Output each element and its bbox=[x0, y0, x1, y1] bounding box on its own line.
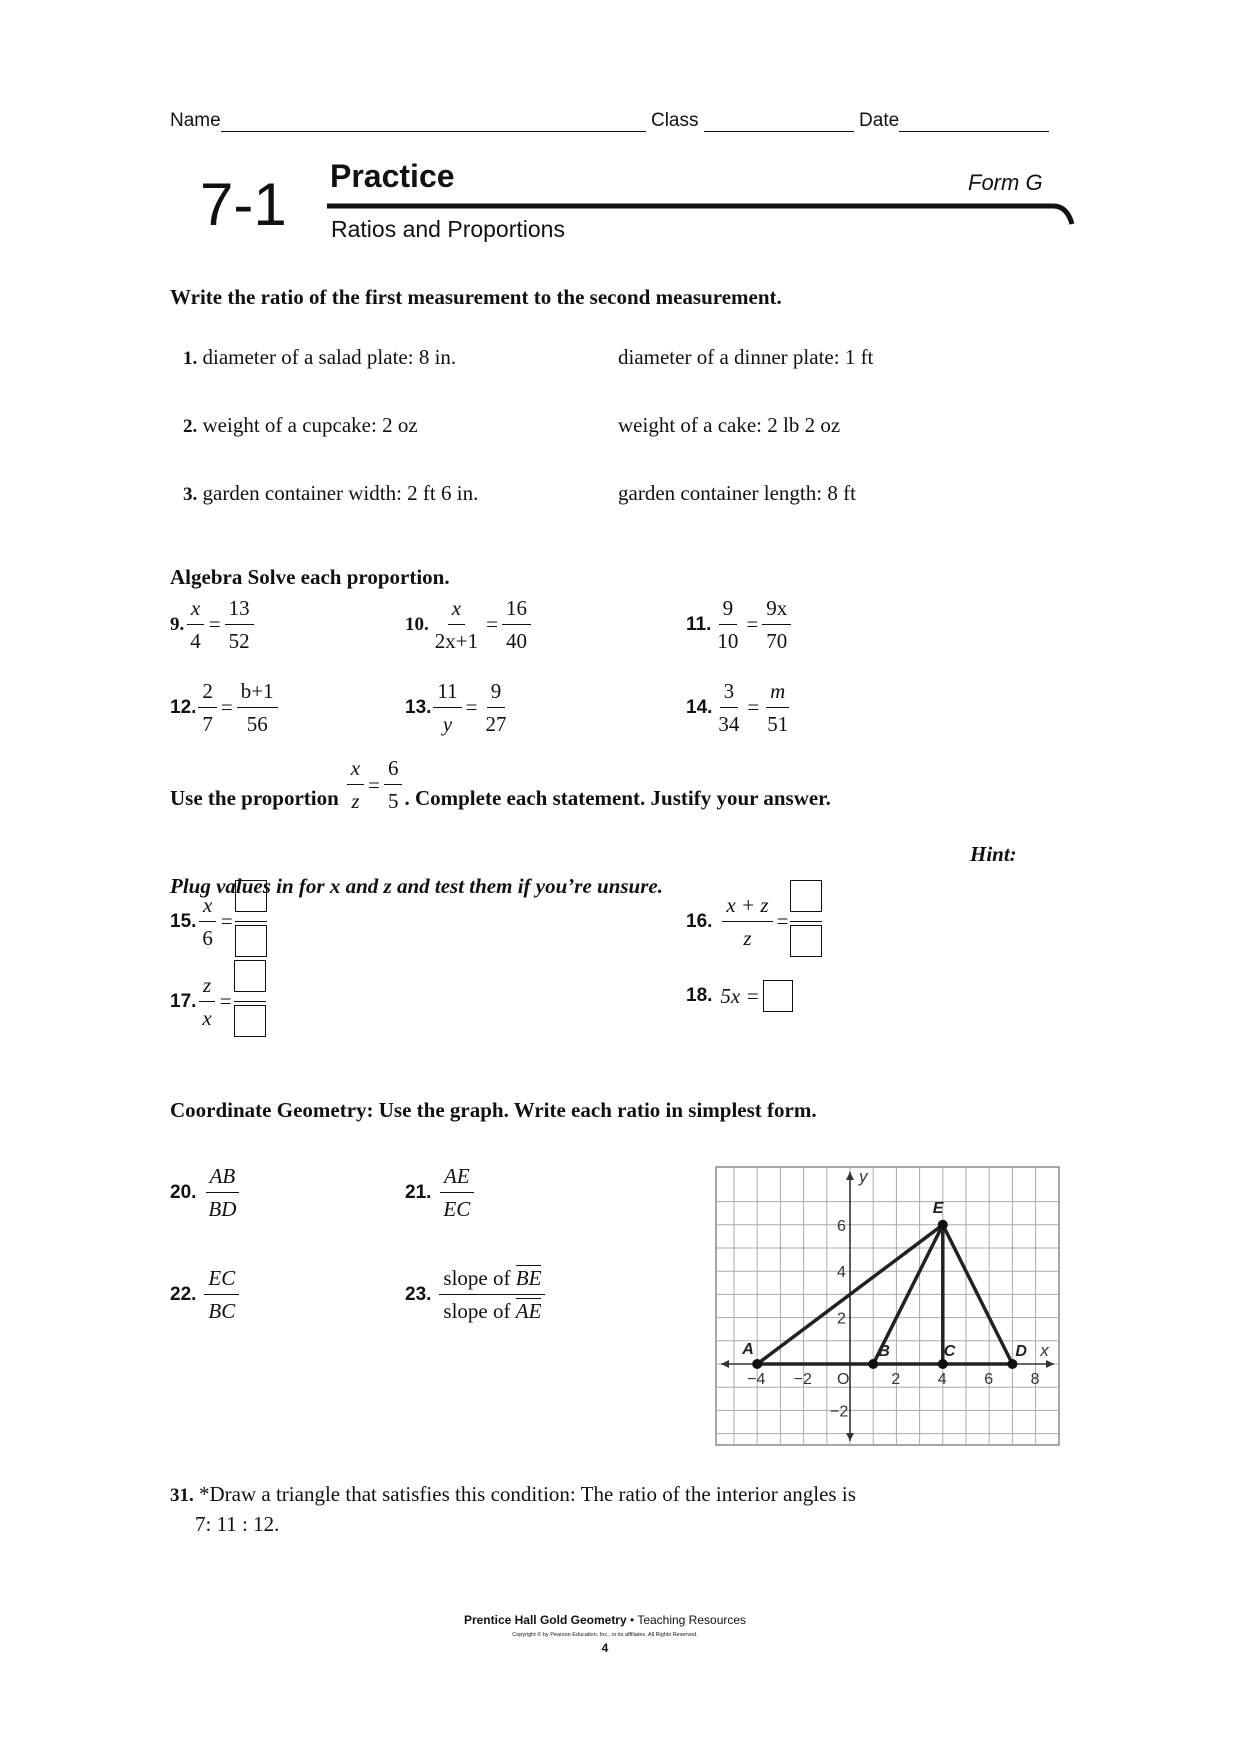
page-title: Practice bbox=[330, 158, 455, 194]
item-12 bbox=[170, 675, 280, 740]
point-label-c: C bbox=[943, 1343, 956, 1360]
item-2 bbox=[183, 413, 418, 438]
answer-box[interactable] bbox=[763, 980, 793, 1012]
equals-sign: = bbox=[465, 695, 478, 719]
numerator: x bbox=[187, 592, 204, 625]
class-label: Class bbox=[650, 110, 699, 131]
denominator: z bbox=[743, 926, 752, 950]
numerator: 9 bbox=[487, 675, 506, 708]
equals-sign: = bbox=[220, 695, 233, 719]
numerator: x bbox=[347, 752, 364, 785]
y-tick-label: 2 bbox=[837, 1310, 846, 1328]
denominator: x bbox=[202, 1006, 212, 1030]
denominator: 4 bbox=[190, 629, 201, 653]
numerator: b+1 bbox=[237, 675, 278, 708]
item-number: 1. bbox=[183, 348, 198, 369]
item-number: 14. bbox=[686, 696, 713, 718]
answer-denominator-box[interactable] bbox=[234, 1005, 266, 1037]
lesson-number: 7-1 bbox=[200, 171, 287, 238]
numerator: EC bbox=[204, 1262, 239, 1295]
y-tick-label: 4 bbox=[837, 1264, 846, 1282]
item-22 bbox=[170, 1262, 241, 1327]
date-label: Date bbox=[859, 110, 900, 131]
section2-instruction: Algebra Solve each proportion. bbox=[170, 565, 450, 589]
x-tick-label: 6 bbox=[984, 1371, 994, 1388]
denominator: 34 bbox=[718, 712, 740, 736]
left-fraction bbox=[433, 675, 461, 740]
answer-denominator-box[interactable] bbox=[235, 925, 267, 957]
x-axis-label: x bbox=[1040, 1341, 1049, 1360]
right-fraction bbox=[225, 592, 254, 657]
item-31 bbox=[170, 1480, 856, 1539]
numerator: x bbox=[448, 592, 465, 625]
item-1-second: diameter of a dinner plate: 1 ft bbox=[618, 345, 874, 369]
item-11 bbox=[686, 592, 793, 657]
answer-fraction bbox=[790, 880, 822, 963]
point-label-e: E bbox=[932, 1199, 944, 1217]
section1-instruction: Write the ratio of the first measurement to the second measurement. bbox=[170, 285, 782, 309]
ratio-fraction bbox=[204, 1160, 240, 1225]
denominator: 40 bbox=[505, 629, 527, 653]
numerator: z bbox=[199, 969, 215, 1002]
item-number: 9. bbox=[170, 613, 185, 635]
item-number: 22. bbox=[170, 1283, 197, 1305]
name-class-date-line bbox=[170, 110, 1070, 132]
ratio-fraction bbox=[439, 1262, 545, 1327]
x-tick-label: −2 bbox=[793, 1371, 812, 1388]
item-number: 11. bbox=[686, 613, 712, 635]
answer-fraction bbox=[235, 880, 267, 963]
page-number: 4 bbox=[601, 1641, 609, 1655]
equals-sign: = bbox=[368, 772, 380, 797]
point-d bbox=[1007, 1359, 1017, 1369]
expression: 5x = bbox=[720, 983, 760, 1008]
slope-of-label: slope of bbox=[443, 1266, 516, 1290]
denominator: 6 bbox=[202, 926, 213, 950]
segment-be: BE bbox=[515, 1266, 542, 1290]
denominator: y bbox=[442, 712, 453, 736]
numerator: 13 bbox=[225, 592, 254, 625]
left-fraction bbox=[722, 889, 772, 954]
section3-instruction bbox=[170, 756, 1050, 817]
denominator: EC bbox=[443, 1197, 471, 1221]
equals-sign: = bbox=[747, 695, 760, 719]
x-tick-label: 4 bbox=[937, 1371, 947, 1388]
point-label-b: B bbox=[878, 1343, 890, 1360]
item-number: 3. bbox=[183, 484, 198, 505]
x-tick-label: −4 bbox=[747, 1371, 766, 1388]
name-field[interactable] bbox=[221, 113, 646, 132]
item-18 bbox=[686, 980, 793, 1012]
denominator: 10 bbox=[717, 629, 739, 653]
item-number: 21. bbox=[405, 1181, 432, 1203]
item-first-measurement: diameter of a salad plate: 8 in. bbox=[202, 345, 457, 369]
class-field[interactable] bbox=[704, 113, 854, 132]
right-fraction bbox=[482, 675, 511, 740]
item-number: 23. bbox=[405, 1283, 432, 1305]
item-31-text-line2: 7: 11 : 12. bbox=[195, 1512, 280, 1536]
item-9 bbox=[170, 592, 256, 657]
given-proportion-right bbox=[384, 752, 403, 817]
item-number: 2. bbox=[183, 416, 198, 437]
footer bbox=[0, 1613, 1210, 1627]
item-number: 20. bbox=[170, 1181, 197, 1203]
x-tick-label: 2 bbox=[891, 1371, 901, 1388]
item-3-second: garden container length: 8 ft bbox=[618, 481, 856, 505]
numerator: 2 bbox=[198, 675, 217, 708]
denominator bbox=[439, 1295, 545, 1327]
denominator: 56 bbox=[246, 712, 268, 736]
item-3 bbox=[183, 481, 478, 506]
item-20 bbox=[170, 1160, 242, 1225]
numerator: 11 bbox=[433, 675, 461, 708]
denominator: 52 bbox=[228, 629, 250, 653]
item-21 bbox=[405, 1160, 476, 1225]
numerator bbox=[439, 1262, 545, 1295]
denominator: BD bbox=[208, 1197, 237, 1221]
equals-sign: = bbox=[776, 909, 789, 933]
answer-fraction bbox=[234, 960, 266, 1043]
numerator: 9 bbox=[719, 592, 738, 625]
section4-instruction: Coordinate Geometry: Use the graph. Write each ratio in simplest form. bbox=[170, 1098, 817, 1122]
item-10 bbox=[405, 592, 533, 657]
denominator: 7 bbox=[202, 712, 213, 736]
equals-sign: = bbox=[220, 909, 233, 933]
item-first-measurement: weight of a cupcake: 2 oz bbox=[202, 413, 418, 437]
graph-frame bbox=[716, 1167, 1059, 1445]
x-tick-label: 8 bbox=[1030, 1371, 1040, 1388]
item-14 bbox=[686, 675, 794, 740]
y-tick-label: 6 bbox=[837, 1217, 846, 1235]
item-15 bbox=[170, 880, 267, 963]
left-fraction bbox=[714, 675, 743, 740]
slope-of-label: slope of bbox=[443, 1299, 516, 1323]
segment-ae: AE bbox=[515, 1299, 542, 1323]
item-13 bbox=[405, 675, 513, 740]
item-number: 31. bbox=[170, 1485, 194, 1506]
denominator: 70 bbox=[766, 629, 788, 653]
footer-book-title: Prentice Hall Gold Geometry bbox=[463, 1613, 627, 1627]
left-fraction bbox=[198, 675, 217, 740]
item-2-second: weight of a cake: 2 lb 2 oz bbox=[618, 413, 841, 437]
point-b bbox=[868, 1359, 878, 1369]
item-number: 12. bbox=[170, 696, 197, 718]
equals-sign: = bbox=[486, 612, 498, 636]
numerator: AE bbox=[440, 1160, 474, 1193]
denominator: BC bbox=[208, 1299, 236, 1323]
item-number: 10. bbox=[405, 613, 429, 635]
item-number: 18. bbox=[686, 985, 713, 1006]
y-axis-label: y bbox=[859, 1167, 868, 1186]
equals-sign: = bbox=[219, 989, 232, 1013]
numerator: m bbox=[766, 675, 789, 708]
left-fraction bbox=[186, 592, 205, 657]
item-number: 16. bbox=[686, 910, 713, 932]
ratio-fraction bbox=[439, 1160, 474, 1225]
numerator: 16 bbox=[502, 592, 531, 625]
item-1 bbox=[183, 345, 456, 370]
left-fraction bbox=[431, 592, 482, 657]
footer-resource: Teaching Resources bbox=[637, 1613, 747, 1627]
given-proportion-left bbox=[347, 752, 364, 817]
answer-denominator-box[interactable] bbox=[790, 925, 822, 957]
point-c bbox=[938, 1359, 948, 1369]
denominator: 2x+1 bbox=[434, 629, 479, 653]
item-23 bbox=[405, 1262, 547, 1327]
item-number: 17. bbox=[170, 990, 197, 1012]
page-subtitle: Ratios and Proportions bbox=[331, 216, 565, 242]
numerator: x + z bbox=[722, 889, 772, 922]
origin-label: O bbox=[837, 1371, 850, 1388]
form-label: Form G bbox=[968, 170, 1043, 195]
y-tick-label: −2 bbox=[830, 1403, 849, 1421]
point-label-a: A bbox=[742, 1341, 754, 1358]
numerator: AB bbox=[206, 1160, 240, 1193]
footer-separator: • bbox=[626, 1613, 638, 1627]
denominator: z bbox=[351, 789, 360, 813]
right-fraction bbox=[762, 592, 791, 657]
answer-numerator-box[interactable] bbox=[790, 880, 822, 912]
numerator: 3 bbox=[720, 675, 739, 708]
left-fraction bbox=[198, 969, 215, 1034]
item-first-measurement: garden container width: 2 ft 6 in. bbox=[202, 481, 479, 505]
equals-sign: = bbox=[208, 612, 221, 636]
item-16 bbox=[686, 880, 822, 963]
numerator: 6 bbox=[384, 752, 403, 785]
answer-numerator-box[interactable] bbox=[234, 960, 266, 992]
point-a bbox=[752, 1359, 762, 1369]
denominator: 5 bbox=[387, 789, 399, 813]
left-fraction bbox=[713, 592, 742, 657]
instruction-post: . Complete each statement. Justify your answer. bbox=[404, 785, 831, 810]
item-number: 15. bbox=[170, 910, 197, 932]
equals-sign: = bbox=[746, 612, 759, 636]
right-fraction bbox=[763, 675, 792, 740]
coordinate-graph bbox=[715, 1166, 1060, 1446]
left-fraction bbox=[198, 889, 217, 954]
answer-numerator-box[interactable] bbox=[235, 880, 267, 912]
right-fraction bbox=[237, 675, 278, 740]
right-fraction bbox=[502, 592, 531, 657]
numerator: 9x bbox=[762, 592, 791, 625]
denominator: 51 bbox=[767, 712, 789, 736]
numerator: x bbox=[199, 889, 216, 922]
denominator: 27 bbox=[485, 712, 507, 736]
ratio-fraction bbox=[204, 1262, 239, 1327]
name-label: Name bbox=[170, 110, 221, 131]
date-field[interactable] bbox=[899, 113, 1049, 132]
footer-copyright: Copyright © by Pearson Education, Inc., or its affiliates. All Rights Reserved. bbox=[512, 1632, 698, 1638]
item-number: 13. bbox=[405, 696, 432, 718]
section3-hint: Hint: Plug values in for x and z and test them if you’re unsure. bbox=[170, 842, 1017, 898]
item-31-text-line1: *Draw a triangle that satisfies this condition: The ratio of the interior angles is bbox=[199, 1482, 856, 1506]
point-label-d: D bbox=[1015, 1343, 1027, 1360]
item-17 bbox=[170, 960, 266, 1043]
instruction-pre: Use the proportion bbox=[170, 785, 339, 810]
point-e bbox=[938, 1220, 948, 1230]
